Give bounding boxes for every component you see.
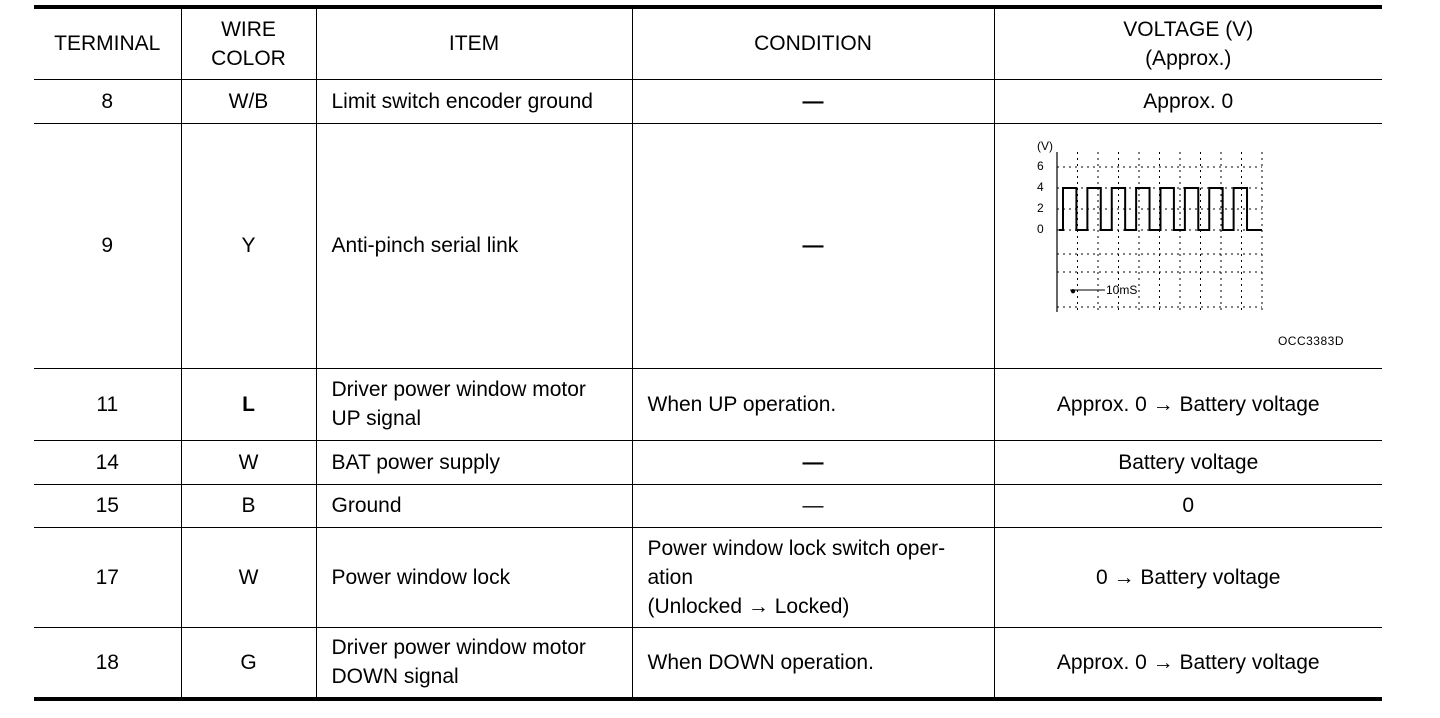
voltage-cell: Approx. 0 → Battery voltage	[994, 627, 1382, 699]
terminal-voltage-table	[34, 5, 1382, 701]
figure-id: OCC3383D	[1277, 333, 1344, 348]
condition-cell: When DOWN operation.	[632, 627, 994, 699]
wire-color-header: WIRE COLOR	[181, 7, 316, 79]
wire-color-cell: B	[181, 484, 316, 527]
condition-cell: —	[632, 484, 994, 527]
svg-text:●: ●	[1069, 285, 1076, 297]
time-scale-marker	[1070, 283, 1137, 297]
y-tick-label: 6	[1036, 158, 1044, 173]
item-header: ITEM	[316, 7, 632, 79]
item-cell: Driver power window motor UP signal	[316, 368, 632, 440]
table-row	[34, 484, 1382, 527]
y-tick-label: 4	[1036, 179, 1044, 194]
terminal-cell: 15	[34, 484, 181, 527]
terminal-cell: 17	[34, 527, 181, 627]
wire-color-cell: W	[181, 527, 316, 627]
wire-color-cell: L	[181, 368, 316, 440]
voltage-header: VOLTAGE (V) (Approx.)	[994, 7, 1382, 79]
table-row	[34, 627, 1382, 699]
wire-color-cell: W/B	[181, 79, 316, 123]
header-row	[34, 7, 1382, 79]
wire-color-cell: G	[181, 627, 316, 699]
y-tick-label: 0	[1036, 221, 1044, 236]
voltage-cell: Approx. 0 → Battery voltage	[994, 368, 1382, 440]
condition-cell: —	[632, 123, 994, 368]
terminal-cell: 18	[34, 627, 181, 699]
wire-color-cell: W	[181, 440, 316, 484]
voltage-cell: Approx. 0	[994, 79, 1382, 123]
table-row	[34, 123, 1382, 368]
y-tick-label: 2	[1036, 200, 1044, 215]
item-cell: Ground	[316, 484, 632, 527]
terminal-cell: 9	[34, 123, 181, 368]
condition-cell: —	[632, 79, 994, 123]
item-cell: Power window lock	[316, 527, 632, 627]
time-scale-label: 10mS	[1105, 282, 1137, 297]
signal-waveform	[1025, 132, 1275, 317]
wire-color-cell: Y	[181, 123, 316, 368]
item-cell: BAT power supply	[316, 440, 632, 484]
condition-cell: When UP operation.	[632, 368, 994, 440]
unit-label: (V)	[1036, 138, 1053, 153]
item-cell: Driver power window motor DOWN signal	[316, 627, 632, 699]
voltage-cell: 0 → Battery voltage	[994, 527, 1382, 627]
item-cell: Anti-pinch serial link	[316, 123, 632, 368]
condition-header: CONDITION	[632, 7, 994, 79]
condition-cell: Power window lock switch oper- ation (Unlocked → Locked)	[632, 527, 994, 627]
voltage-cell: Battery voltage	[994, 440, 1382, 484]
table-row	[34, 79, 1382, 123]
table-row	[34, 527, 1382, 627]
terminal-cell: 8	[34, 79, 181, 123]
terminal-cell: 14	[34, 440, 181, 484]
voltage-cell: 0	[994, 484, 1382, 527]
table-row	[34, 368, 1382, 440]
condition-cell: —	[632, 440, 994, 484]
table-row	[34, 440, 1382, 484]
terminal-cell: 11	[34, 368, 181, 440]
waveform-cell	[994, 123, 1382, 368]
item-cell: Limit switch encoder ground	[316, 79, 632, 123]
terminal-header: TERMINAL	[34, 7, 181, 79]
